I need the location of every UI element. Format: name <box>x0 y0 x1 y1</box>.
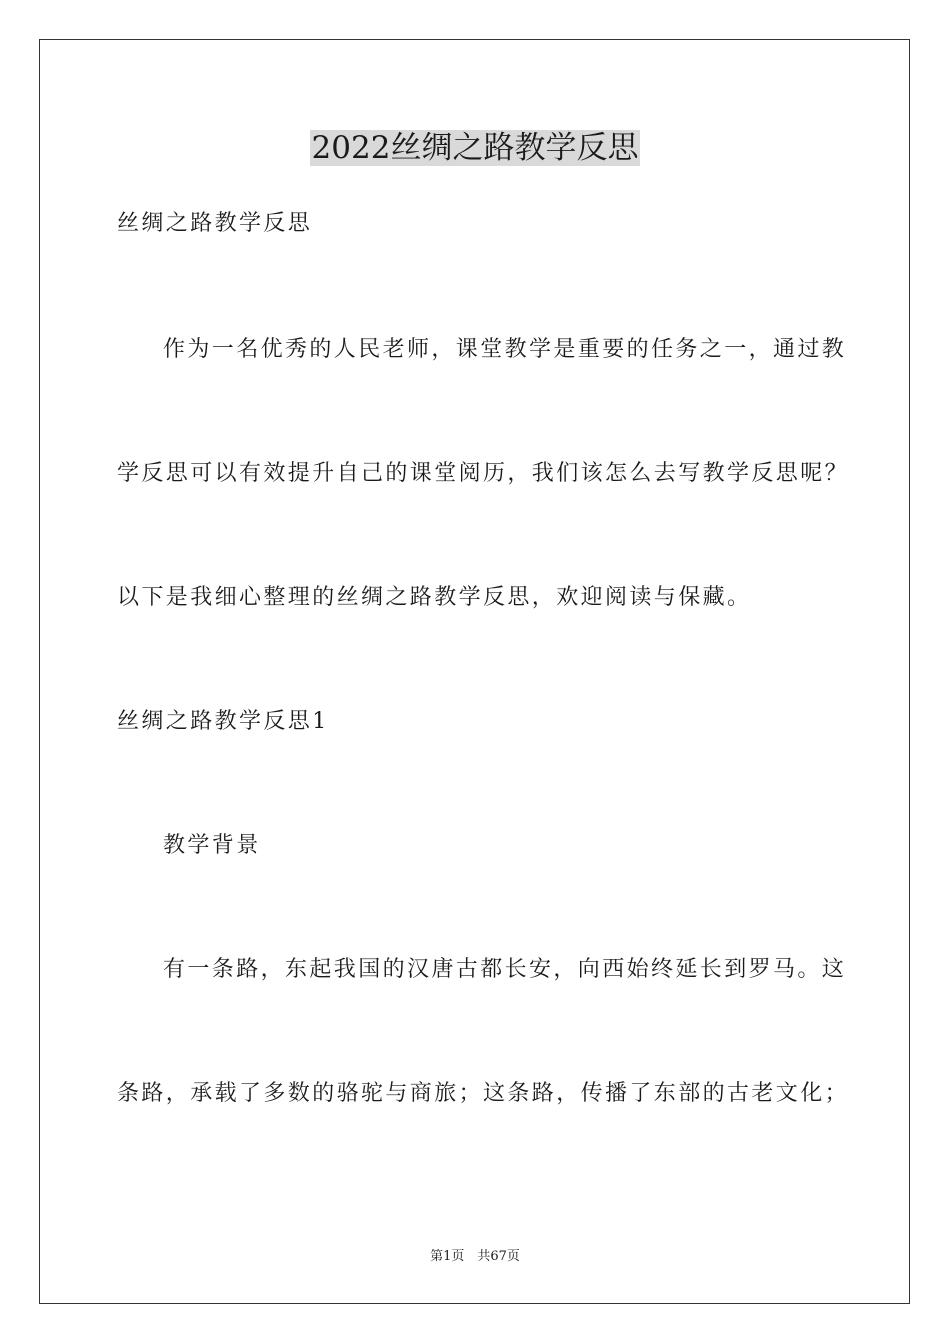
paragraph-line-4: 有一条路，东起我国的汉唐古都长安，向西始终延长到罗马。这 <box>163 957 847 982</box>
paragraph-line-3: 以下是我细心整理的丝绸之路教学反思，欢迎阅读与保藏。 <box>117 585 752 610</box>
document-title-text: 2022丝绸之路教学反思 <box>311 130 639 166</box>
subtitle-line: 丝绸之路教学反思 <box>117 211 313 236</box>
paragraph-line-5: 条路，承载了多数的骆驼与商旅；这条路，传播了东部的古老文化； <box>117 1081 850 1106</box>
document-title <box>0 128 950 168</box>
paragraph-line-2: 学反思可以有效提升自己的课堂阅历，我们该怎么去写教学反思呢？ <box>117 461 850 486</box>
page-footer: 第1页 共67页 <box>430 1249 520 1264</box>
section-heading: 丝绸之路教学反思1 <box>117 709 329 734</box>
subsection-heading: 教学背景 <box>163 833 261 858</box>
paragraph-line-1: 作为一名优秀的人民老师，课堂教学是重要的任务之一，通过教 <box>163 337 847 362</box>
